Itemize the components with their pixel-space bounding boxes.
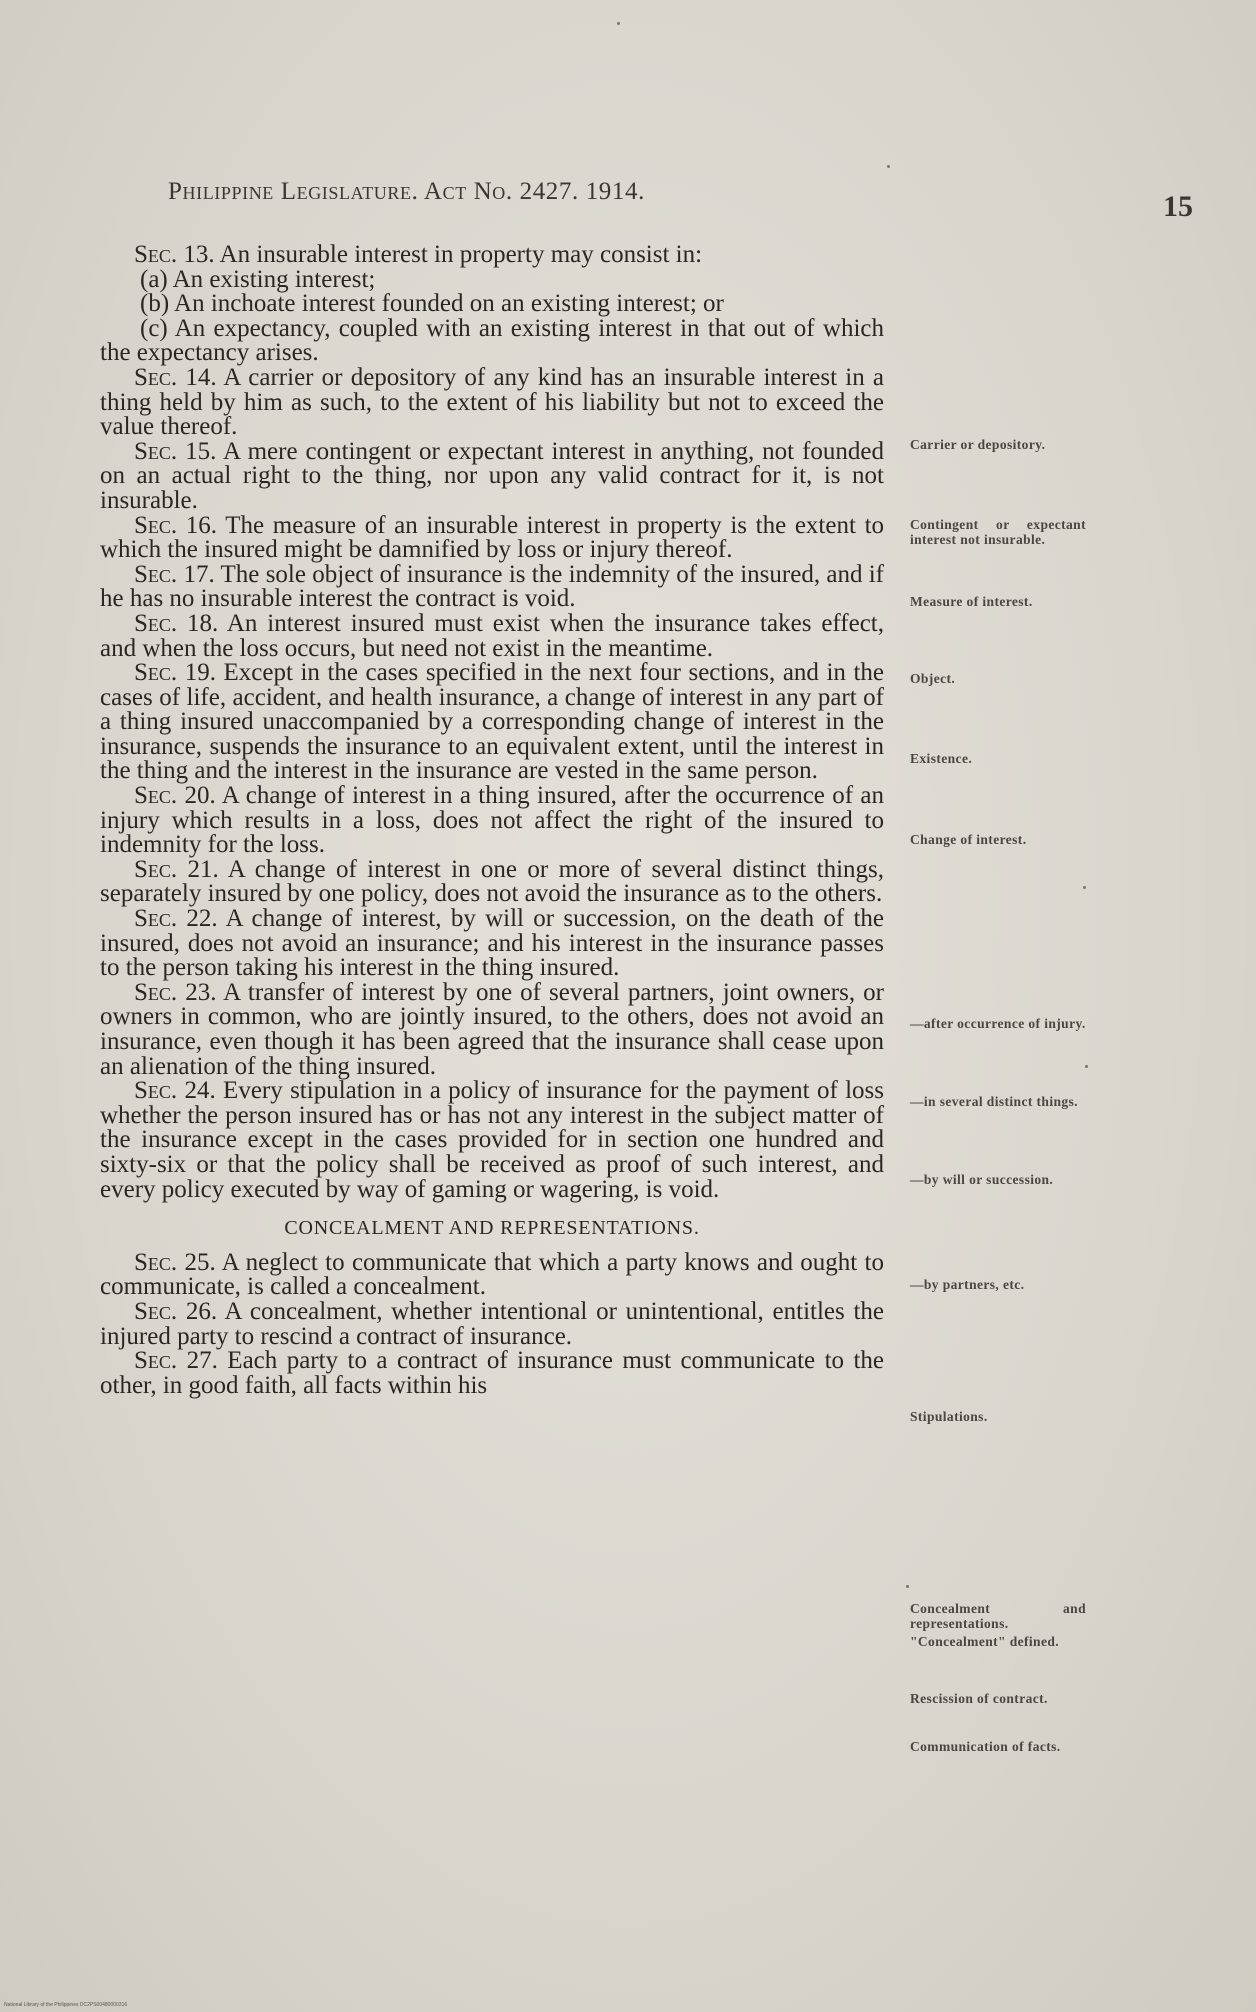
body-text <box>100 243 884 1398</box>
clause-b: (b) An inchoate interest founded on an existing interest; or <box>140 290 724 318</box>
margin-note-contingent: Contingent or expectant interest not insurable. <box>910 517 1086 547</box>
margin-note-concealment-defined: "Concealment" defined. <box>910 1634 1060 1649</box>
section-25: Sec. 25. A neglect to communicate that which a party knows and ought to communicate, is called a concealment. <box>100 1248 884 1301</box>
section-20: Sec. 20. A change of interest in a thing insured, after the occurrence of an injury which results in a loss, does not affect the right of the insured to indemnity for the loss. <box>100 782 885 859</box>
section-26: Sec. 26. A concealment, whether intentional or unintentional, entitles the injured party to rescind a contract of insurance. <box>100 1297 885 1350</box>
margin-note-concealment-representations: Concealment and representations. <box>910 1601 1086 1631</box>
clause-a: (a) An existing interest; <box>140 265 376 293</box>
margin-note-will-succession: —by will or succession. <box>910 1172 1054 1187</box>
margin-note-change: Change of interest. <box>910 832 1027 847</box>
section-21: Sec. 21. A change of interest in one or more of several distinct things, separately insured by one policy, does not avoid the insurance as to the others. <box>100 855 885 908</box>
running-header: Philippine Legislature. Act No. 2427. 1914. <box>168 178 645 205</box>
margin-note-after-injury: —after occurrence of injury. <box>910 1016 1086 1031</box>
section-14: Sec. 14. A carrier or depository of any kind has an insurable interest in a thing held by him as such, to the extent of his liability but not to exceed the value thereof. <box>100 363 885 441</box>
section-18: Sec. 18. An interest insured must exist when the insurance takes effect, and when the loss occurs, but need not exist in the meantime. <box>100 609 884 662</box>
margin-note-object: Object. <box>910 671 956 686</box>
section-22: Sec. 22. A change of interest, by will or succession, on the death of the insured, does not avoid an insurance; and his interest in the insurance passes to the person taking his interest in the thing insured. <box>100 905 884 982</box>
margin-note-carrier: Carrier or depository. <box>910 437 1046 452</box>
scan-footer: National Library of the Philippines DC2PS00480000316 <box>4 2002 128 2008</box>
section-15: Sec. 15. A mere contingent or expectant interest in anything, not founded on an actual right to the thing, nor upon any valid contract for it, is not insurable. <box>100 437 885 514</box>
paper-speck <box>1083 886 1086 889</box>
margin-note-existence: Existence. <box>910 751 973 766</box>
margin-note-communication: Communication of facts. <box>910 1739 1061 1754</box>
paper-speck <box>1085 1065 1088 1068</box>
section-27: Sec. 27. Each party to a contract of insurance must communicate to the other, in good faith, all facts within his <box>100 1347 884 1399</box>
clause-c: (c) An expectancy, coupled with an existing interest in that out of which the expectancy arises. <box>100 314 884 367</box>
section-13: Sec. 13. An insurable interest in property may consist in: <box>134 241 703 268</box>
section-heading: CONCEALMENT AND REPRESENTATIONS. <box>284 1217 700 1240</box>
margin-note-stipulations: Stipulations. <box>910 1409 988 1424</box>
section-17: Sec. 17. The sole object of insurance is the indemnity of the insured, and if he has no insurable interest the contract is void. <box>100 560 885 613</box>
margin-note-measure: Measure of interest. <box>910 594 1033 609</box>
margin-note-several-things: —in several distinct things. <box>910 1094 1078 1109</box>
page-number: 15 <box>1163 190 1193 223</box>
section-24: Sec. 24. Every stipulation in a policy of insurance for the payment of loss whether the person insured has or has not any interest in the subject matter of the insurance except in the cases provided for in section one hundred and sixty-six or that the policy shall be received as proof of such interest, and every policy executed by way of gaming or wagering, is void. <box>100 1077 884 1203</box>
paper-speck <box>906 1585 909 1588</box>
section-19: Sec. 19. Except in the cases specified in the next four sections, and in the cases of life, accident, and health insurance, a change of interest in any part of a thing insured unaccompanied by a corresponding change of interest in the insurance, suspends the insurance to an equivalent extent, until the interest in the thing and the interest in the insurance are vested in the same person. <box>100 659 884 785</box>
paper-speck <box>617 22 620 25</box>
margin-note-rescission: Rescission of contract. <box>910 1691 1048 1706</box>
paper-speck <box>887 165 890 168</box>
section-23: Sec. 23. A transfer of interest by one of several partners, joint owners, or owners in common, who are jointly insured, to the others, does not avoid an insurance, even though it has been agreed that the insurance shall cease upon an alienation of the thing insured. <box>100 978 884 1080</box>
margin-note-partners: —by partners, etc. <box>910 1277 1025 1292</box>
section-16: Sec. 16. The measure of an insurable interest in property is the extent to which the insured might be damnified by loss or injury thereof. <box>100 511 885 564</box>
